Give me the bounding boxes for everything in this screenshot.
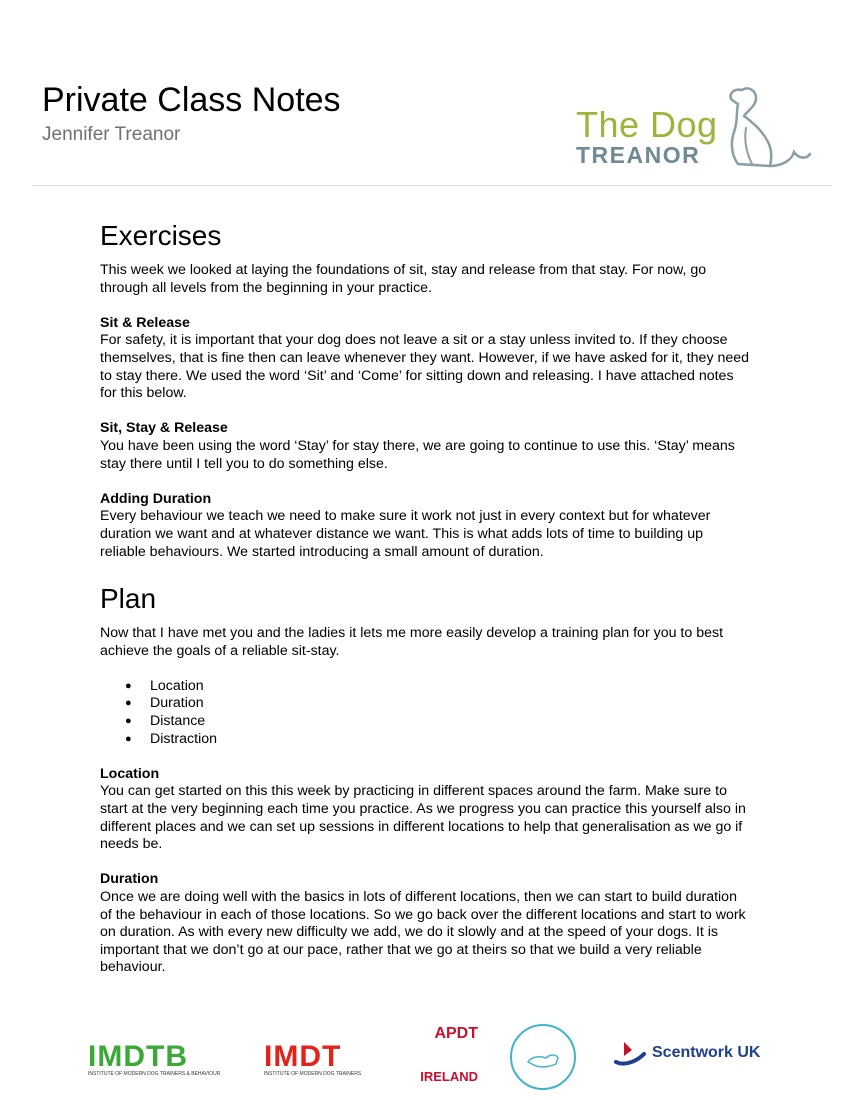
dog-treanor-logo [572, 82, 822, 172]
page-title: Private Class Notes [42, 81, 341, 119]
exercises-heading: Exercises [100, 220, 222, 251]
section-body-duration: Once we are doing well with the basics in lots of different locations, then we can start to build duration of the behaviour in each of those locations. So we go back over the different locations and start to work on duration. As with every new difficulty we add, we do it slowly and at the speed of your dogs. It is important that we don’t go at our pace, rather that we go at theirs so that we build a very reliable behaviour. [100, 889, 746, 976]
dog-silhouette-icon [512, 1026, 574, 1088]
apdt-ireland-logo [408, 1025, 478, 1084]
sitting-dog-icon [722, 82, 822, 172]
logo-line1: The Dog [576, 104, 718, 145]
page-header [42, 78, 341, 146]
section-body-sit-stay-release: You have been using the word ‘Stay’ for stay there, we are going to continue to use this. ‘Stay’ means stay there until I tell you to do something else. [100, 437, 735, 472]
exercises-intro: This week we looked at laying the foundations of sit, stay and release from that stay. For now, go through all levels from the beginning in your practice. [100, 262, 707, 296]
association-logo [510, 1024, 576, 1090]
section-title-adding-duration: Adding Duration [100, 490, 212, 507]
author-name: Jennifer Treanor [42, 124, 181, 145]
logo-line2: TREANOR [576, 142, 701, 168]
bullet-location: ● Location [125, 678, 750, 696]
bullet-distraction: ● Distraction [125, 731, 750, 749]
section-title-sit-release: Sit & Release [100, 314, 190, 331]
imdt-logo-text: IMDT [264, 1040, 342, 1073]
header-divider [32, 185, 832, 186]
section-title-sit-stay-release: Sit, Stay & Release [100, 420, 228, 437]
plan-intro: Now that I have met you and the ladies it lets me more easily develop a training plan for you to best achieve the goals of a reliable sit-stay. [100, 625, 724, 659]
plan-bullet-list [125, 678, 750, 748]
notes-content [100, 218, 750, 977]
section-body-location: You can get started on this this week by practicing in different spaces around the farm. Make sure to start at the very beginning each time you practice. As we progress you can practice this yourself also in different places and we can set up sessions in different locations to help that generalisation as we go if needs be. [100, 783, 746, 853]
section-body-sit-release: For safety, it is important that your dog does not leave a sit or a stay unless invited to. If they choose themselves, that is fine then can leave whenever they want. However, if we have asked for it, they need to stay there. We used the word ‘Sit’ and ‘Come’ for sitting down and releasing. I have attached notes for this below. [100, 332, 750, 402]
scentwork-uk-logo [610, 1032, 761, 1072]
imdtb-logo-text: IMDTB [88, 1040, 188, 1073]
section-title-location: Location [100, 765, 160, 782]
apdt-logo-text: APDT [434, 1025, 478, 1042]
apdt-logo-country: IRELAND [420, 1069, 478, 1084]
imdt-logo-subtitle: INSTITUTE OF MODERN DOG TRAINERS [264, 1071, 362, 1077]
bullet-distance: ● Distance [125, 713, 750, 731]
imdt-logo [264, 1040, 361, 1077]
plan-heading: Plan [100, 583, 157, 615]
imdtb-logo [88, 1040, 220, 1077]
accreditation-logos [0, 1020, 850, 1090]
scent-swoosh-icon [610, 1032, 650, 1072]
imdtb-logo-subtitle: INSTITUTE OF MODERN DOG TRAINERS & BEHAVIOUR [88, 1071, 221, 1077]
scentwork-logo-text: Scentwork UK [652, 1044, 761, 1061]
section-title-duration: Duration [100, 871, 159, 888]
section-body-adding-duration: Every behaviour we teach we need to make sure it work not just in every context but for whatever duration we want and at whatever distance we want. This is what adds lots of time to building up reliable behaviours. We started introducing a small amount of duration. [100, 508, 711, 560]
bullet-duration: ● Duration [125, 695, 750, 713]
